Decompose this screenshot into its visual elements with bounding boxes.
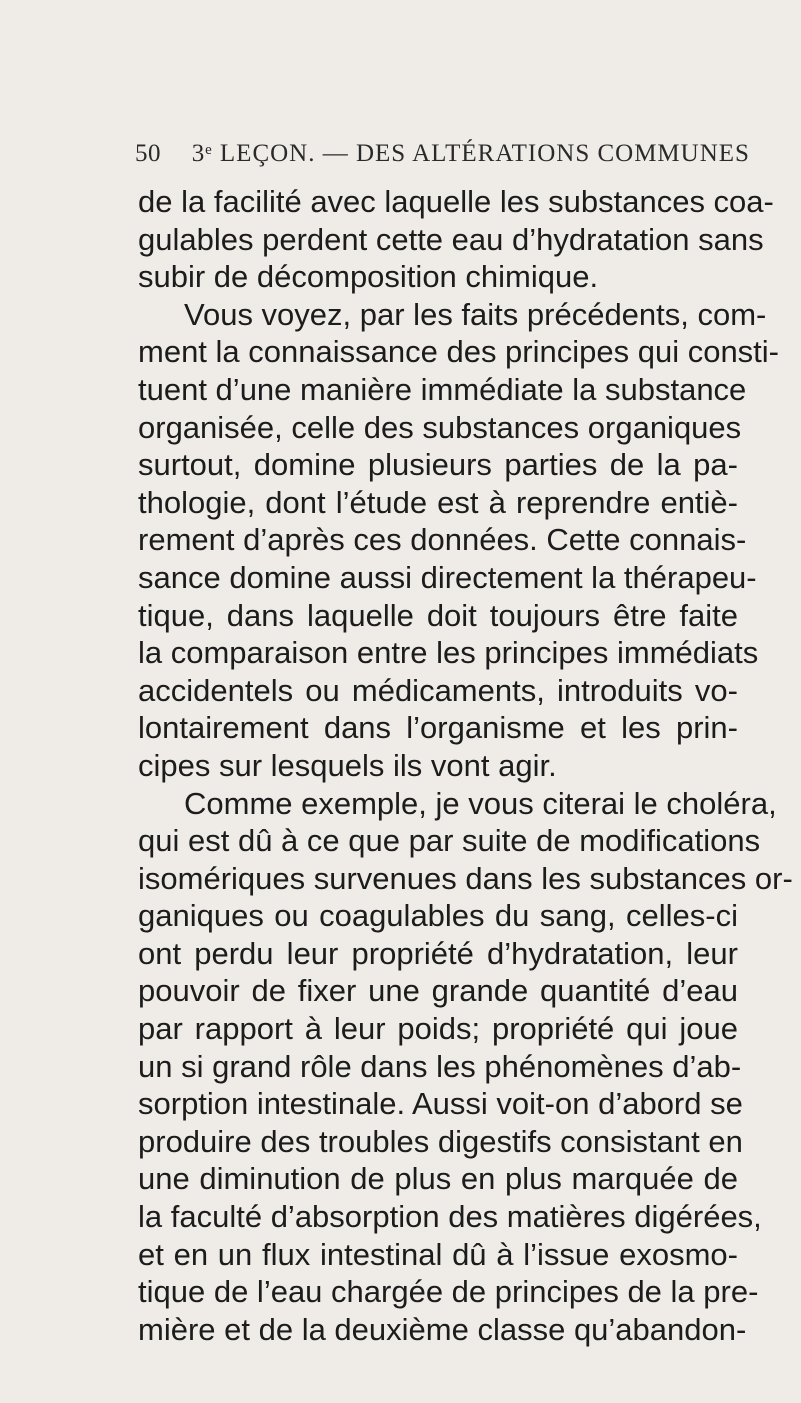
text-line: un si grand rôle dans les phénomènes d’ab- xyxy=(138,1048,742,1084)
text-line: tique, dans laquelle doit toujours être faite xyxy=(138,597,738,633)
text-line: produire des troubles digestifs consistant en xyxy=(138,1123,743,1159)
text-line: ganiques ou coagulables du sang, celles-ci xyxy=(138,898,738,934)
text-line: tique de l’eau chargée de principes de la pre- xyxy=(138,1274,759,1310)
text-line: ont perdu leur propriété d’hydratation, leur xyxy=(138,935,738,971)
body-text xyxy=(138,183,793,1348)
text-line: lontairement dans l’organisme et les prin- xyxy=(138,710,738,746)
text-line: la faculté d’absorption des matières digérées, xyxy=(138,1199,762,1235)
text-line: de la facilité avec laquelle les substances coa- xyxy=(138,184,774,219)
text-line: ment la connaissance des principes qui consti- xyxy=(138,334,780,370)
text-line: tuent d’une manière immédiate la substance xyxy=(138,371,747,407)
text-line: par rapport à leur poids; propriété qui joue xyxy=(138,1011,738,1047)
text-line: Vous voyez, par les faits précédents, com- xyxy=(184,296,767,332)
text-line: gulables perdent cette eau d’hydratation sans xyxy=(138,221,764,257)
text-line: cipes sur lesquels ils vont agir. xyxy=(138,747,557,783)
text-line: sorption intestinale. Aussi voit-on d’abord se xyxy=(138,1086,743,1122)
text-line: pouvoir de fixer une grande quantité d’eau xyxy=(138,973,738,1009)
text-line: subir de décomposition chimique. xyxy=(138,259,599,295)
text-line: surtout, domine plusieurs parties de la pa- xyxy=(138,447,738,483)
text-line: une diminution de plus en plus marquée de xyxy=(138,1161,738,1197)
text-line: organisée, celle des substances organiques xyxy=(138,409,742,445)
text-line: la comparaison entre les principes immédiats xyxy=(138,635,759,671)
text-line: mière et de la deuxième classe qu’abandon- xyxy=(138,1311,747,1347)
text-line: rement d’après ces données. Cette connais- xyxy=(138,522,747,558)
text-line: qui est dû à ce que par suite de modifications xyxy=(138,823,761,859)
text-line: thologie, dont l’étude est à reprendre entiè- xyxy=(138,484,738,520)
page-number: 50 xyxy=(135,140,161,167)
text-line: et en un flux intestinal dû à l’issue exosmo- xyxy=(138,1236,738,1272)
text-line: accidentels ou médicaments, introduits vo- xyxy=(138,672,738,708)
running-title: 3ᵉ LEÇON. — DES ALTÉRATIONS COMMUNES xyxy=(191,140,750,167)
text-line: Comme exemple, je vous citerai le choléra, xyxy=(184,785,777,821)
running-header xyxy=(135,140,750,168)
text-line: sance domine aussi directement la thérapeu- xyxy=(138,559,757,595)
text-line: isomériques survenues dans les substances or- xyxy=(138,860,793,896)
